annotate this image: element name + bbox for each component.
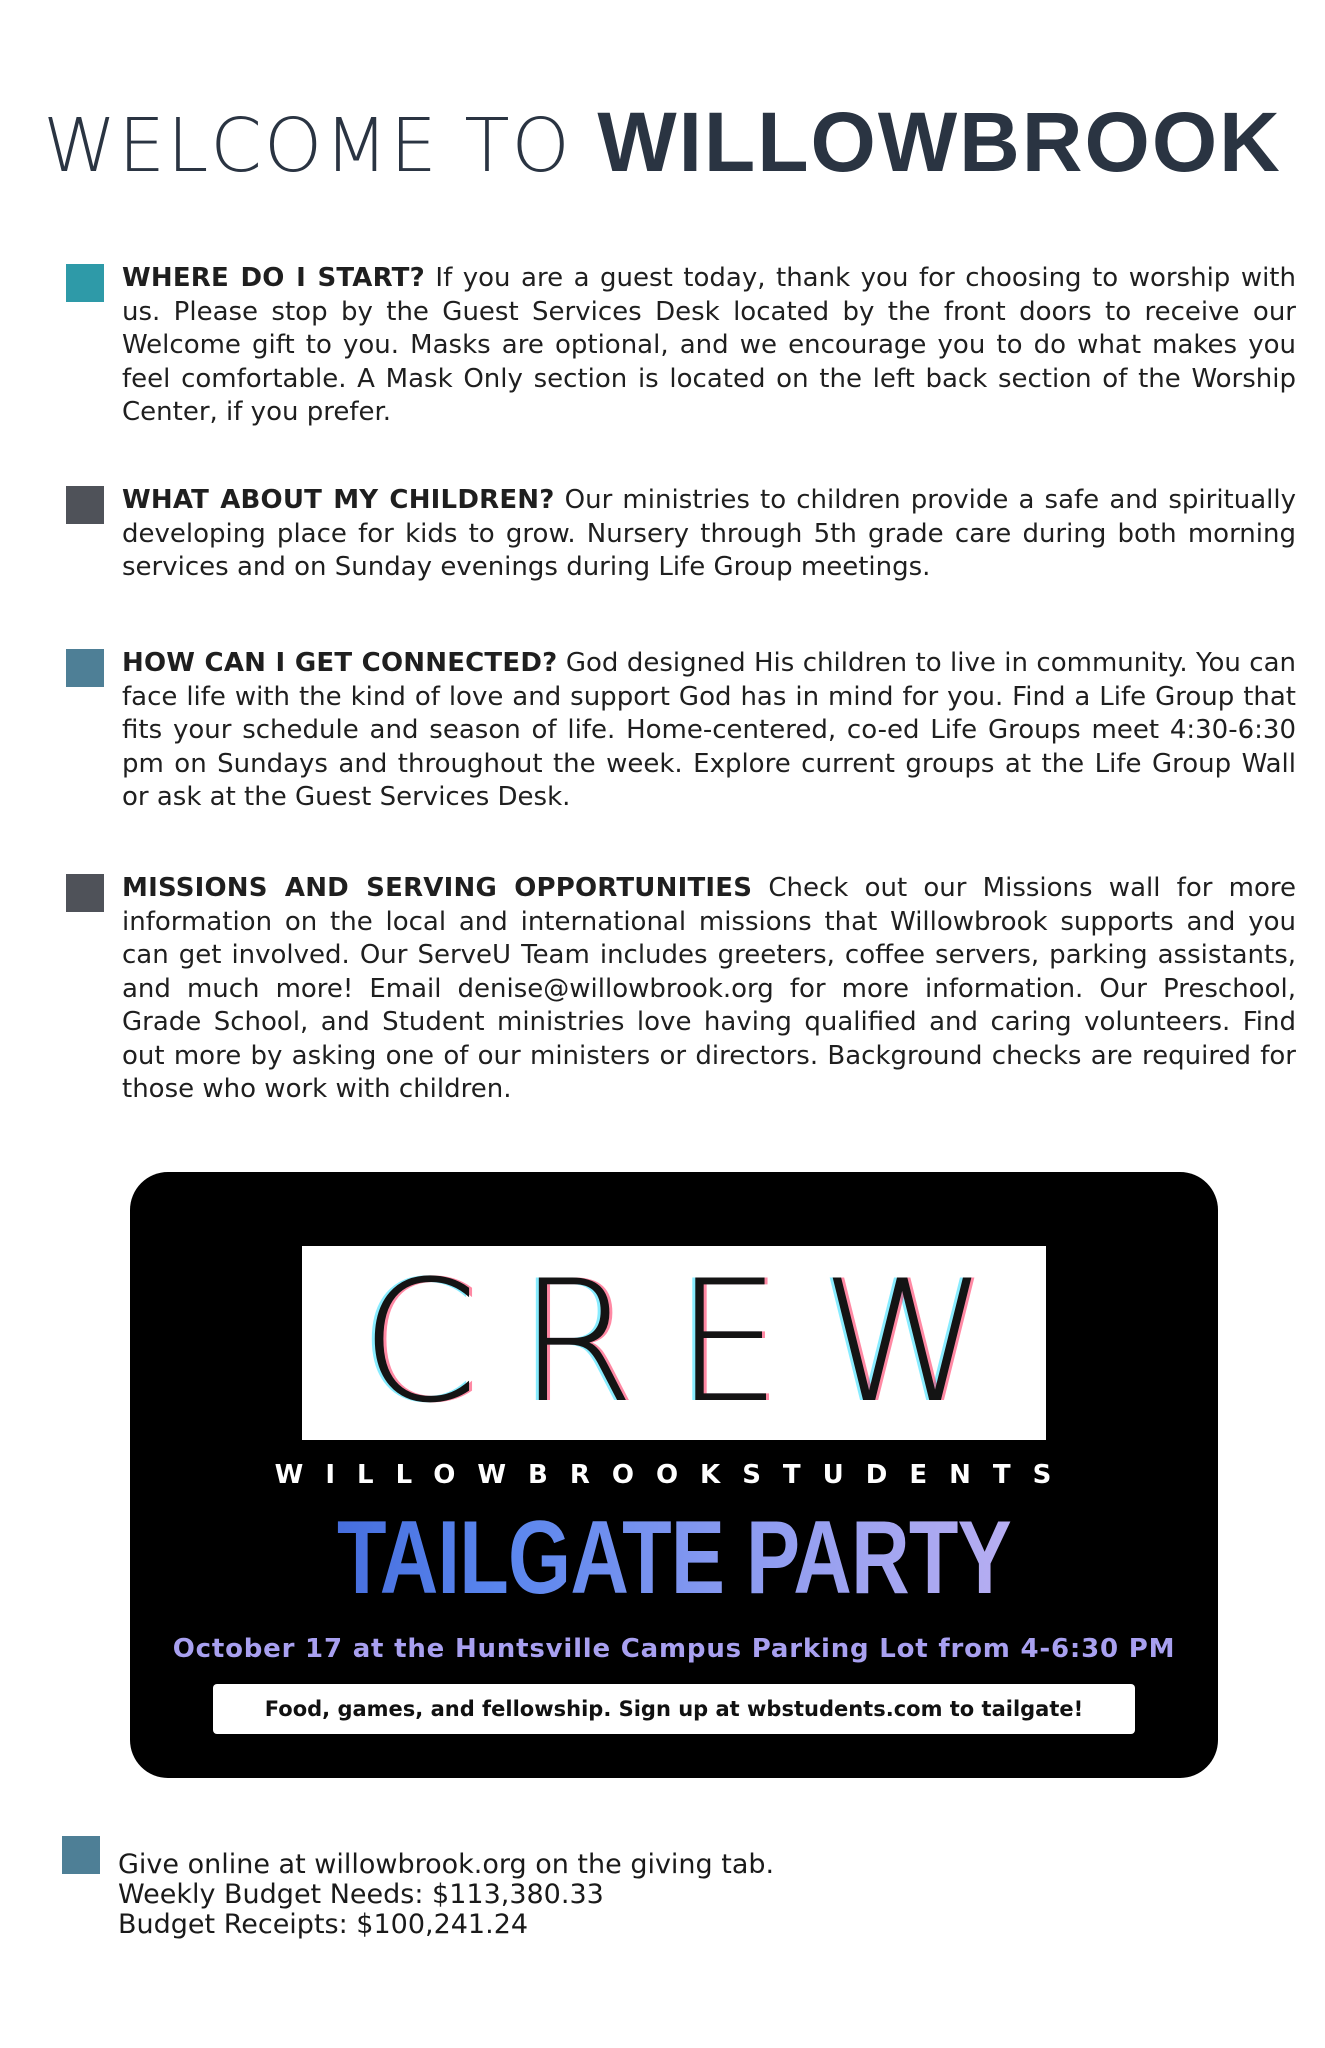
section-heading: WHERE DO I START? xyxy=(122,263,425,293)
section-body: Check out our Missions wall for more information on the local and international missions that Willowbrook supports and you can get involved. Our ServeU Team includes greeters, coffee servers, parking assistants, and much more! Email denise@willowbrook.org for more information. Our Preschool, Grade School, and Student ministries love having qualified and caring volunteers. Find out more by asking one of our ministers or directors. Background checks are required for those who work with children. xyxy=(122,873,1296,1104)
section-text xyxy=(122,484,1296,585)
giving-info xyxy=(118,1850,774,1940)
crew-logo-box xyxy=(302,1246,1046,1440)
section-heading: MISSIONS AND SERVING OPPORTUNITIES xyxy=(122,873,753,903)
willowbrook-students-label: WILLOWBROOKSTUDENTS xyxy=(274,1460,1074,1490)
budget-receipts-line: Budget Receipts: $100,241.24 xyxy=(118,1909,529,1940)
section-text xyxy=(122,262,1296,430)
section-body: God designed His children to live in community. You can face life with the kind of love and support God has in mind for you. Find a Life Group that fits your schedule and season of life. Home-centered, co-ed Life Groups meet 4:30-6:30 pm on Sundays and throughout the week. Explore current groups at the Life Group Wall or ask at the Guest Services Desk. xyxy=(122,648,1296,812)
section-text xyxy=(122,647,1296,815)
section-body: Our ministries to children provide a safe and spiritually developing place for kids to grow. Nursery through 5th grade care during both morning services and on Sunday evenings during Life Group meetings. xyxy=(122,485,1296,582)
tailgate-promo-card xyxy=(130,1172,1218,1778)
title-light: WELCOME TO xyxy=(43,103,598,189)
steel-square-icon xyxy=(62,1836,100,1874)
section-heading: WHAT ABOUT MY CHILDREN? xyxy=(122,485,555,515)
page-title xyxy=(0,92,1325,196)
title-bold: WILLOWBROOK xyxy=(597,95,1282,189)
section-text xyxy=(122,872,1296,1107)
giving-online-line: Give online at willowbrook.org on the giving tab. xyxy=(118,1849,775,1880)
steel-square-icon xyxy=(66,649,104,687)
tailgate-party-heading: TAILGATE PARTY xyxy=(250,1498,1099,1618)
section-body: If you are a guest today, thank you for choosing to worship with us. Please stop by the Guest Services Desk located by the front doors to receive our Welcome gift to you. Masks are optional, and we encourage you to do what makes you feel comfortable. A Mask Only section is located on the left back section of the Worship Center, if you prefer. xyxy=(122,263,1296,427)
slate-square-icon xyxy=(66,874,104,912)
slate-square-icon xyxy=(66,486,104,524)
section-heading: HOW CAN I GET CONNECTED? xyxy=(122,648,558,678)
event-signup-bar: Food, games, and fellowship. Sign up at wbstudents.com to tailgate! xyxy=(213,1684,1135,1734)
event-date-line: October 17 at the Huntsville Campus Parking Lot from 4-6:30 PM xyxy=(172,1634,1176,1664)
weekly-budget-line: Weekly Budget Needs: $113,380.33 xyxy=(118,1879,604,1910)
crew-logo: CREW xyxy=(360,1244,1028,1440)
teal-square-icon xyxy=(66,264,104,302)
